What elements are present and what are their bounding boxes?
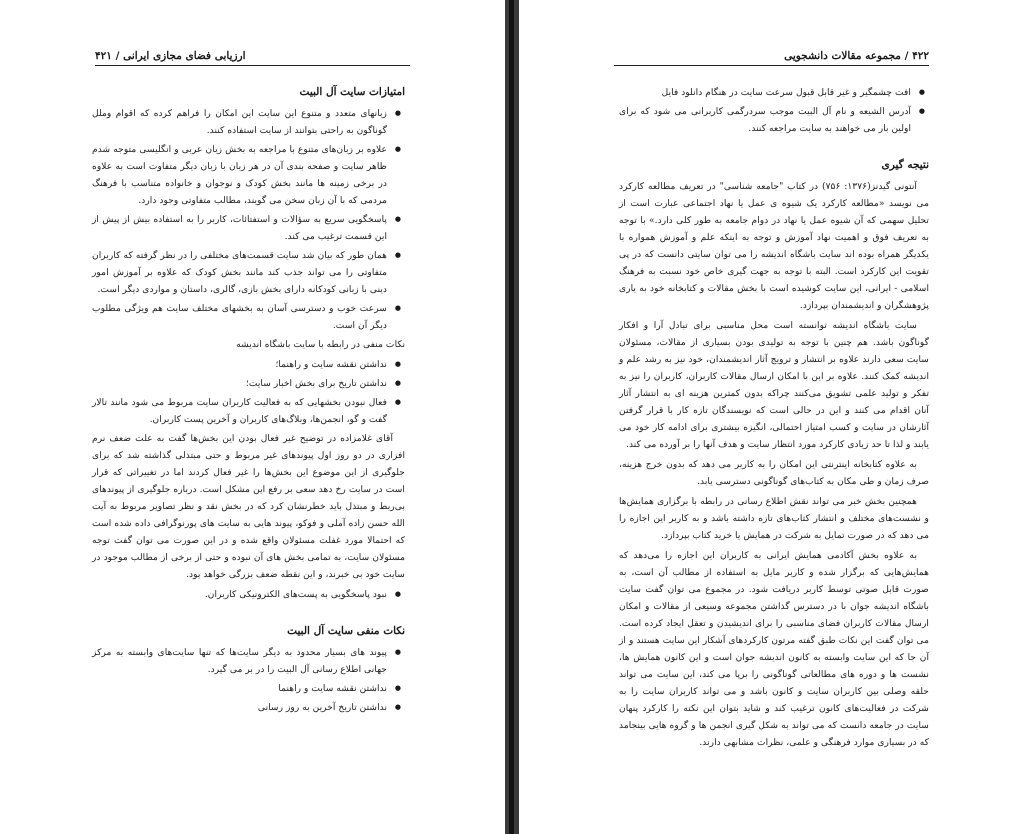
bullet-list — [92, 356, 405, 428]
list-item: ● نداشتن نقشه سایت و راهنما؛ — [92, 356, 387, 373]
list-item: ● نداشتن تاریخ آخرین به روز رسانی — [92, 699, 387, 716]
body-paragraph: آنتونی گیدنز(۱۳۷۶: ۷۵۶) در کتاب "جامعه شناسی" در تعریف مطالعه کارکرد می نویسد «مطالعه کارکرد یک شیوه ی عمل یا نهاد اجتماعی عبارت است از تحلیل سهمی که آن شیوه عمل یا نهاد در دوام جامعه به طور کلی دارد.» با توجه به تعریف فوق و اهمیت نهاد آموزش و توجه به اینکه علم و آموزش همواره با یکدیگر همراه بوده اند سایت باشگاه اندیشه را می توان سایتی دانست که در پی تقویت این کارکرد است. البته با توجه به جهت گیری خاص خود نسبت به فرهنگ اسلامی - ایرانی، این سایت کوشیده است با بخش مقالات و کتابخانه خود به یاری پژوهشگران و اندیشمندان بپردازد. — [619, 181, 929, 311]
list-item: ● پاسخگویی سریع به سؤالات و استفتائات، کاربر را به استفاده بیش از پیش از این قسمت ترغیب می کند. — [92, 211, 387, 245]
list-item: ● آدرس الشیعه و نام آل البیت موجب سردرگمی کاربرانی می شود که برای اولین بار می خواهند به سایت مراجعه کنند. — [619, 103, 911, 137]
running-header: ارزیابی فضای مجازی ایرانی / ۴۲۱ — [95, 50, 410, 66]
body-paragraph: سایت باشگاه اندیشه توانسته است محل مناسبی برای تبادل آرا و افکار گوناگون باشد. هم چنین با توجه به تولیدی بودن بسیاری از مقالات، مسئولان سایت سعی دارند علاوه بر انتشار و ترویج آثار اندیشمندان، خود نیز به رشد علم و اندیشه کمک کنند. علاوه بر این با امکان ارسال مقالات کاربران، کاربران را نیز به تفکر و تولید علمی تشویق می‌کنند چراکه بدون کمترین هزینه ای به انتشار آثار آنان اقدام می کنند و این در حالی است که نویسندگان تازه کار با قرار گرفتن آثارشان در سایت و کسب امتیاز احتمالی، انگیزه بیشتری برای ادامه کار خود می یابند و لذا تا حد زیادی کارکرد مورد انتظار سایت و هدف آنها را بر آورده می کند. — [619, 320, 929, 450]
subheading-text: نکات منفی در رابطه با سایت باشگاه اندیشه — [236, 339, 405, 350]
left-page — [0, 0, 505, 834]
bullet-list — [619, 84, 929, 137]
list-item: ● همان طور که بیان شد سایت قسمت‌های مختلفی را در نظر گرفته که کاربران متفاوتی را می تواند جذب کند مانند بخش کودک که علاوه بر آموزش امور دینی با زبانی کودکانه دارای بخش بازی، گالری، داستان و مواردی دیگر است. — [92, 247, 387, 298]
list-item: ● افت چشمگیر و غیر قابل قبول سرعت سایت در هنگام دانلود فایل — [619, 84, 911, 101]
list-item: ● فعال نبودن بخشهایی که به فعالیت کاربران سایت مربوط می شود مانند تالار گفت و گو، انجمن‌ها، وبلاگ‌های کاربران و آخرین پست کاربران. — [92, 394, 387, 428]
body-paragraph: به علاوه کتابخانه اینترنتی این امکان را به کاربر می دهد که بدون خرج هزینه، صرف زمان و طی مکان به کتاب‌های گوناگونی دسترسی یابد. — [619, 459, 929, 487]
list-item: ● علاوه بر زبان‌های متنوع با مراجعه به بخش زبان عربی و انگلیسی متوجه شدم ظاهر سایت و صفحه بندی آن در هر زبان با زبان دیگر متفاوت است به علاوه در برخی زمینه ها مانند بخش کودک و نوجوان و خانواده متناسب با فرهنگ مردمی که با آن زبان سخن می گویند، مطالب متفاوتی وجود دارد. — [92, 141, 387, 209]
list-item: ● نداشتن نقشه سایت و راهنما — [92, 680, 387, 697]
body-paragraph: آقای غلامزاده در توضیح غیر فعال بودن این بخش‌ها گفت به علت ضعف نرم افزاری در دو روز اول پیوندهای غیر مربوط و حتی مبتذلی گذاشته شد که برای جلوگیری از این موضوع این بخش‌ها را غیر فعال کردند اما در تغییراتی که قرار است در سایت رخ دهد سعی بر رفع این مشکل است. درباره جلوگیری از پیوندهای بی‌ربط و مبتذل باید خطرنشان کرد که در بخش نقد و نظر تصاویر مربوط به آیت الله حسن زاده آملی و فوکو، پیوند هایی به سایت های پورنوگرافی داده شده است که احتمالا مورد غفلت مسئولان واقع شده و در این صورت می توان گفت توجه مسئولان سایت، به تمامی بخش های آن نبوده و حتی از برخی از مطالب موجود در سایت خود بی خبرند، و این نقطه ضعف بزرگی خواهد بود. — [92, 433, 405, 580]
bullet-list — [92, 644, 405, 716]
list-item: ● نداشتن تاریخ برای بخش اخبار سایت؛ — [92, 375, 387, 392]
section-heading: نتیجه گیری — [881, 159, 929, 171]
book-spine-divider — [505, 0, 519, 834]
section-heading: امتیازات سایت آل البیت — [299, 86, 405, 98]
bullet-list — [92, 105, 405, 334]
list-item: ● نبود پاسخگویی به پست‌های الکترونیکی کاربران. — [92, 586, 387, 603]
list-item: ● زبانهای متعدد و متنوع این سایت این امکان را فراهم کرده که اقوام وملل گوناگون به راحتی بتوانند از سایت استفاده کنند. — [92, 105, 387, 139]
bullet-list — [92, 586, 405, 603]
body-paragraph: همچنین بخش خبر می تواند نقش اطلاع رسانی در رابطه با برگزاری همایش‌ها و نشست‌های مختلف و انتشار کتاب‌های تازه داشته باشد و به کاربر این اجازه را می دهد که در صورت تمایل به شرکت در همایش یا خرید کتاب بپردازد. — [619, 496, 929, 541]
page-body — [619, 84, 929, 754]
list-item: ● پیوند های بسیار محدود به دیگر سایت‌ها که تنها سایت‌های وابسته به مرکز جهانی اطلاع رسانی آل البیت را در بر می گیرد. — [92, 644, 387, 678]
body-paragraph: به علاوه بخش آکادمی همایش ایرانی به کاربران این اجازه را می‌دهد که همایش‌هایی که برگزار شده و کاربر مایل به استفاده از مطالب آن است، به صورت قابل صوتی توسط کاربر دریافت شود. در مجموع می توان گفت سایت باشگاه اندیشه جوان با در دسترس گذاشتن مجموعه وسیعی از مقالات و امکان ارسال مقالات کاربران فضای مناسبی را برای اندیشیدن و تعقل ایجاد کرده است. می توان گفت این نکات طبق گفته مرتون کارکردهای آشکار این سایت هستند و از آن جا که این سایت وابسته به کانون اندیشه جوان است و این کانون همایش ها، نشست ها و دوره های مطالعاتی گوناگونی را برپا می کند، این سایت می تواند حلقه وصلی بین کاربران سایت و کانون باشد و می تواند کاربران سایت را به شرکت در فعالیت‌های کانون ترغیب کند و شاید بتوان این نکته را کارکرد پنهان سایت در جامعه دانست که می تواند به شکل گیری انجمن ها و گروه هایی بینجامد که در بسیاری موارد فرهنگی و علمی، نظرات مشابهی دارند. — [619, 550, 929, 748]
running-header: ۴۲۲ / مجموعه مقالات دانشجویی — [614, 50, 929, 66]
page-body — [92, 80, 405, 718]
list-item: ● سرعت خوب و دسترسی آسان به بخشهای مختلف سایت هم ویژگی مطلوب دیگر آن است. — [92, 300, 387, 334]
section-heading: نکات منفی سایت آل البیت — [287, 625, 405, 637]
right-page — [519, 0, 1024, 834]
